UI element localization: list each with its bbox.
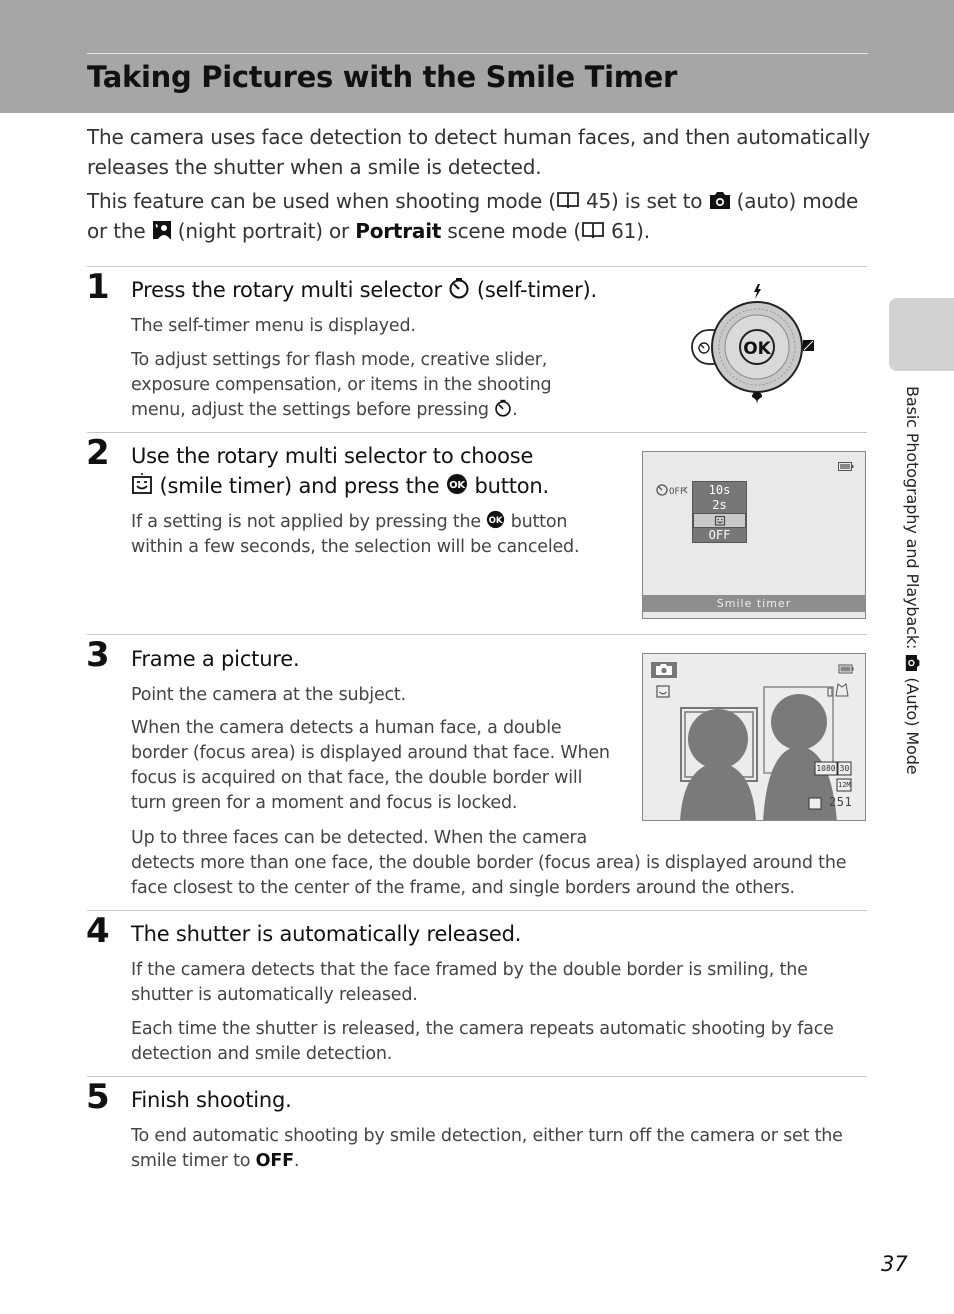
step-3-text-2: When the camera detects a human face, a double border (focus area) is displayed around that face. When focus is acquired on that face, the double border will turn green for a moment and focus is locked. bbox=[131, 718, 610, 813]
self-timer-icon bbox=[448, 277, 470, 299]
step-3-title: Frame a picture. bbox=[131, 647, 300, 671]
step-4-text-2: Each time the shutter is released, the camera repeats automatic shooting by face detection and smile detection. bbox=[131, 1019, 834, 1064]
step-4-number: 4 bbox=[86, 911, 110, 951]
rotary-multi-selector-illustration bbox=[674, 280, 824, 410]
book-reference-icon bbox=[581, 220, 605, 240]
timer-menu bbox=[692, 481, 747, 543]
header-band bbox=[0, 0, 954, 113]
step-divider bbox=[87, 910, 867, 911]
step-5-text-1: To end automatic shooting by smile detection, either turn off the camera or set the smile timer to OFF. bbox=[131, 1126, 843, 1171]
step-2-number: 2 bbox=[86, 433, 110, 473]
image-quality-indicator: 12M bbox=[838, 781, 851, 789]
night-portrait-icon bbox=[152, 220, 172, 240]
battery-icon bbox=[838, 462, 854, 471]
timer-menu-item-2s[interactable]: 2s bbox=[712, 498, 727, 512]
step-1-text-1: The self-timer menu is displayed. bbox=[131, 316, 416, 336]
intro-paragraph-1: The camera uses face detection to detect human faces, and then automatically releases the shutter when a smile is detected. bbox=[87, 125, 870, 179]
step-2-text-1: If a setting is not applied by pressing the OK button within a few seconds, the selection will be canceled. bbox=[131, 512, 580, 557]
step-3-text-1: Point the camera at the subject. bbox=[131, 685, 406, 705]
step-divider bbox=[87, 634, 867, 635]
camera-auto-icon bbox=[905, 654, 921, 672]
step-divider bbox=[87, 432, 867, 433]
book-reference-icon bbox=[556, 190, 580, 210]
step-1-number: 1 bbox=[86, 267, 110, 307]
header-rule bbox=[87, 53, 868, 54]
flash-icon bbox=[754, 284, 761, 299]
step-5-title: Finish shooting. bbox=[131, 1088, 292, 1112]
frame-rate-indicator: 30 bbox=[839, 764, 850, 773]
timer-menu-item-10s[interactable]: 10s bbox=[708, 483, 731, 497]
exposure-compensation-icon bbox=[803, 340, 814, 351]
macro-mode-icon bbox=[752, 392, 762, 404]
camera-auto-icon bbox=[709, 190, 731, 210]
smile-timer-icon bbox=[131, 473, 153, 495]
chapter-side-label: Basic Photography and Playback: (Auto) Mode bbox=[903, 386, 922, 775]
step-1-text-2: To adjust settings for flash mode, creative slider, exposure compensation, or items in the shooting menu, adjust the settings before pressing . bbox=[131, 350, 552, 420]
smile-timer-icon bbox=[714, 515, 726, 526]
step-4-text-1: If the camera detects that the face framed by the double border is smiling, the shutter is automatically released. bbox=[131, 960, 808, 1005]
step-divider bbox=[87, 1076, 867, 1077]
step-1-title: Press the rotary multi selector (self-timer). bbox=[131, 278, 597, 302]
page-number: 37 bbox=[881, 1252, 908, 1276]
svg-text:OFF: OFF bbox=[669, 487, 686, 496]
ok-button-icon bbox=[486, 510, 505, 529]
ok-button-label: OK bbox=[743, 339, 771, 359]
self-timer-off-icon bbox=[656, 483, 690, 496]
timer-menu-item-smile[interactable] bbox=[693, 513, 746, 528]
step-3-text-3: Up to three faces can be detected. When the camera detects more than one face, the double border (focus area) is displayed around the face closest to the center of the frame, and single borders around the others. bbox=[131, 828, 847, 898]
step-3-number: 3 bbox=[86, 635, 110, 675]
intro-paragraph-2: This feature can be used when shooting mode ( 45) is set to (auto) mode or the (night portrait) or Portrait scene mode ( 61). bbox=[87, 189, 859, 243]
ok-button-icon bbox=[446, 473, 468, 495]
face-detection-screen bbox=[642, 653, 866, 821]
shots-remaining: 251 bbox=[829, 795, 853, 809]
step-4-title: The shutter is automatically released. bbox=[131, 922, 522, 946]
image-size-indicator: 1080 bbox=[816, 764, 836, 773]
chapter-side-tab bbox=[889, 298, 954, 371]
svg-text:OK: OK bbox=[449, 480, 465, 491]
smile-timer-screen bbox=[642, 451, 866, 619]
page-title: Taking Pictures with the Smile Timer bbox=[87, 60, 678, 94]
svg-text:OK: OK bbox=[488, 515, 503, 526]
smile-timer-footer: Smile timer bbox=[643, 595, 865, 612]
step-2-title: Use the rotary multi selector to choose (smile timer) and press the OK button. bbox=[131, 444, 550, 498]
timer-menu-item-off[interactable]: OFF bbox=[708, 528, 731, 542]
step-5-number: 5 bbox=[86, 1077, 110, 1117]
step-divider bbox=[87, 266, 867, 267]
self-timer-icon bbox=[494, 399, 512, 417]
